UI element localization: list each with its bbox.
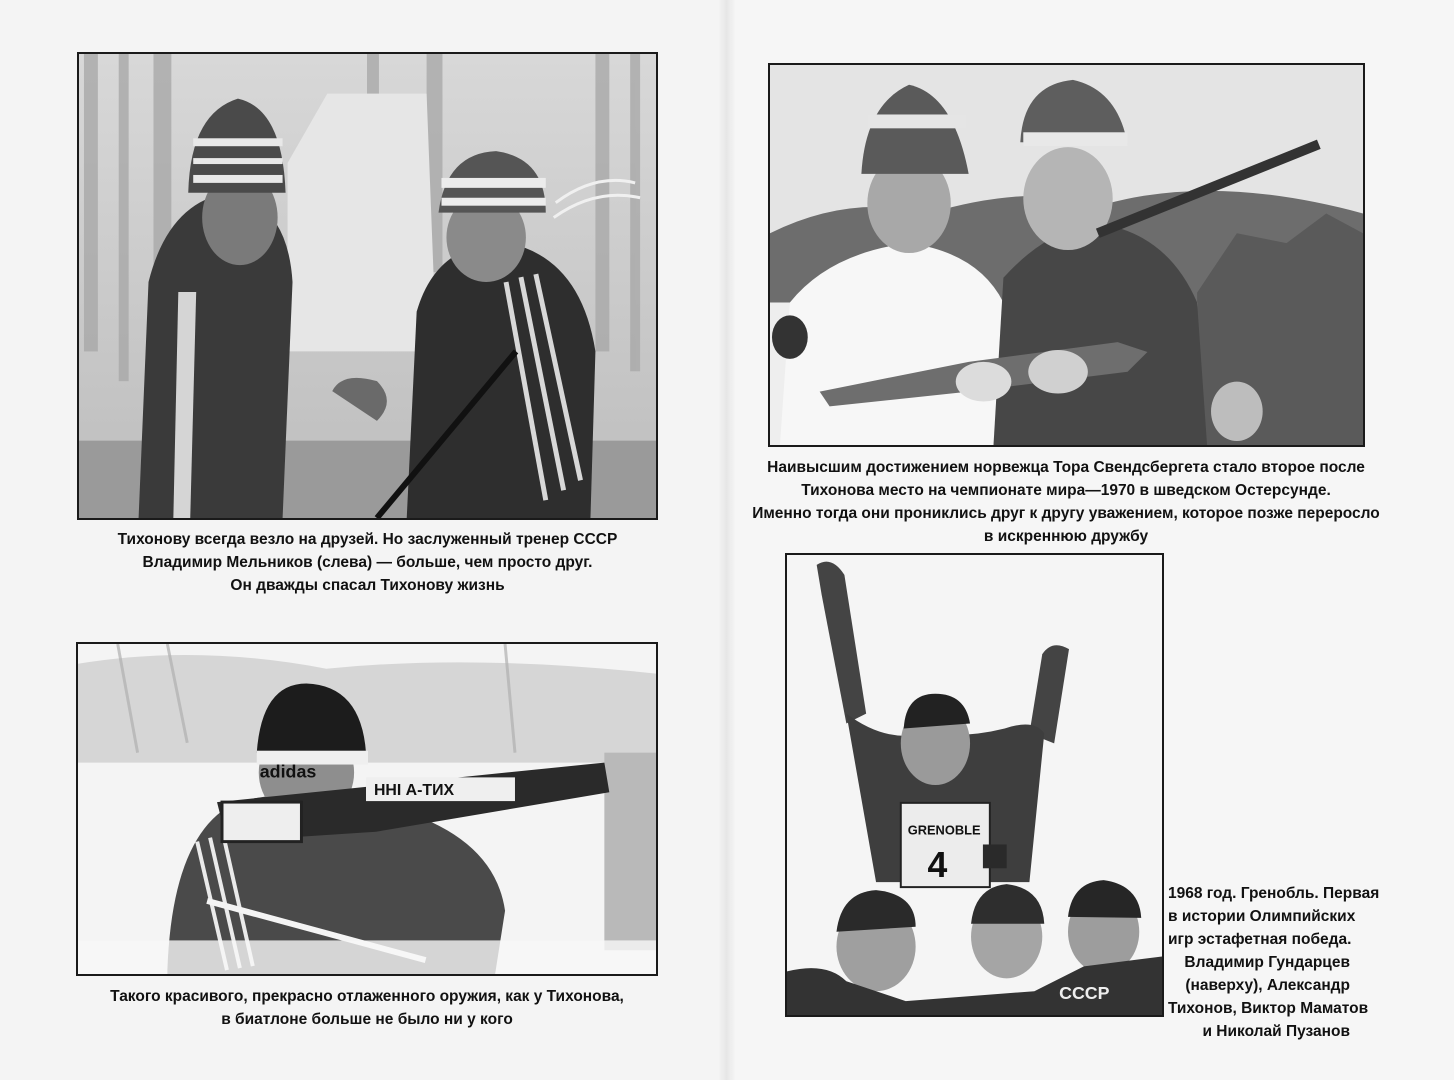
photo-coach-and-athlete xyxy=(77,52,658,520)
caption-line: в биатлоне больше не было ни у кого xyxy=(221,1011,513,1028)
photo-svendsberget-and-tikhonov xyxy=(768,63,1365,447)
caption-line: и Николай Пузанов xyxy=(1202,1023,1350,1040)
caption-photo-4 xyxy=(1168,882,1380,1043)
photo-tikhonov-shooting-image xyxy=(78,644,656,974)
caption-line: Тихонова место на чемпионате мира—1970 в шведском Остерсунде. xyxy=(801,482,1331,499)
caption-line: (наверху), Александр xyxy=(1185,977,1350,994)
bib-number-text: 4 xyxy=(927,845,948,886)
caption-line: Владимир Мельников (слева) — больше, чем просто друг. xyxy=(142,554,593,571)
caption-line: Он дважды спасал Тихонову жизнь xyxy=(230,577,505,594)
cap-brand-text: adidas xyxy=(259,761,317,782)
caption-line: Именно тогда они прониклись друг к другу уважением, которое позже переросло xyxy=(752,505,1380,522)
caption-line: 1968 год. Гренобль. Первая xyxy=(1168,885,1380,902)
caption-photo-1 xyxy=(77,528,658,597)
photo-tikhonov-shooting xyxy=(76,642,658,976)
rifle-label-text: HHI А-ТИХ xyxy=(373,782,455,800)
photo-svendsberget-and-tikhonov-image xyxy=(770,65,1363,445)
caption-line: в истории Олимпийских xyxy=(1168,908,1356,925)
caption-line: Наивысшим достижением норвежца Тора Свендсбергета стало второе после xyxy=(767,459,1365,476)
caption-line: Тихонов, Виктор Маматов xyxy=(1168,1000,1369,1017)
caption-photo-2 xyxy=(728,456,1404,548)
photo-grenoble-relay-winners xyxy=(785,553,1164,1017)
shirt-letters-text: СССР xyxy=(1059,983,1110,1004)
caption-line: в искреннюю дружбу xyxy=(983,528,1149,545)
caption-line: Такого красивого, прекрасно отлаженного оружия, как у Тихонова, xyxy=(110,988,624,1005)
bib-event-text: GRENOBLE xyxy=(907,822,981,838)
photo-coach-and-athlete-image xyxy=(79,54,656,518)
caption-line: Владимир Гундарцев xyxy=(1184,954,1350,971)
photo-grenoble-relay-winners-image xyxy=(787,555,1162,1015)
caption-line: Тихонову всегда везло на друзей. Но заслуженный тренер СССР xyxy=(117,531,618,548)
caption-line: игр эстафетная победа. xyxy=(1168,931,1352,948)
caption-photo-3 xyxy=(60,985,674,1031)
